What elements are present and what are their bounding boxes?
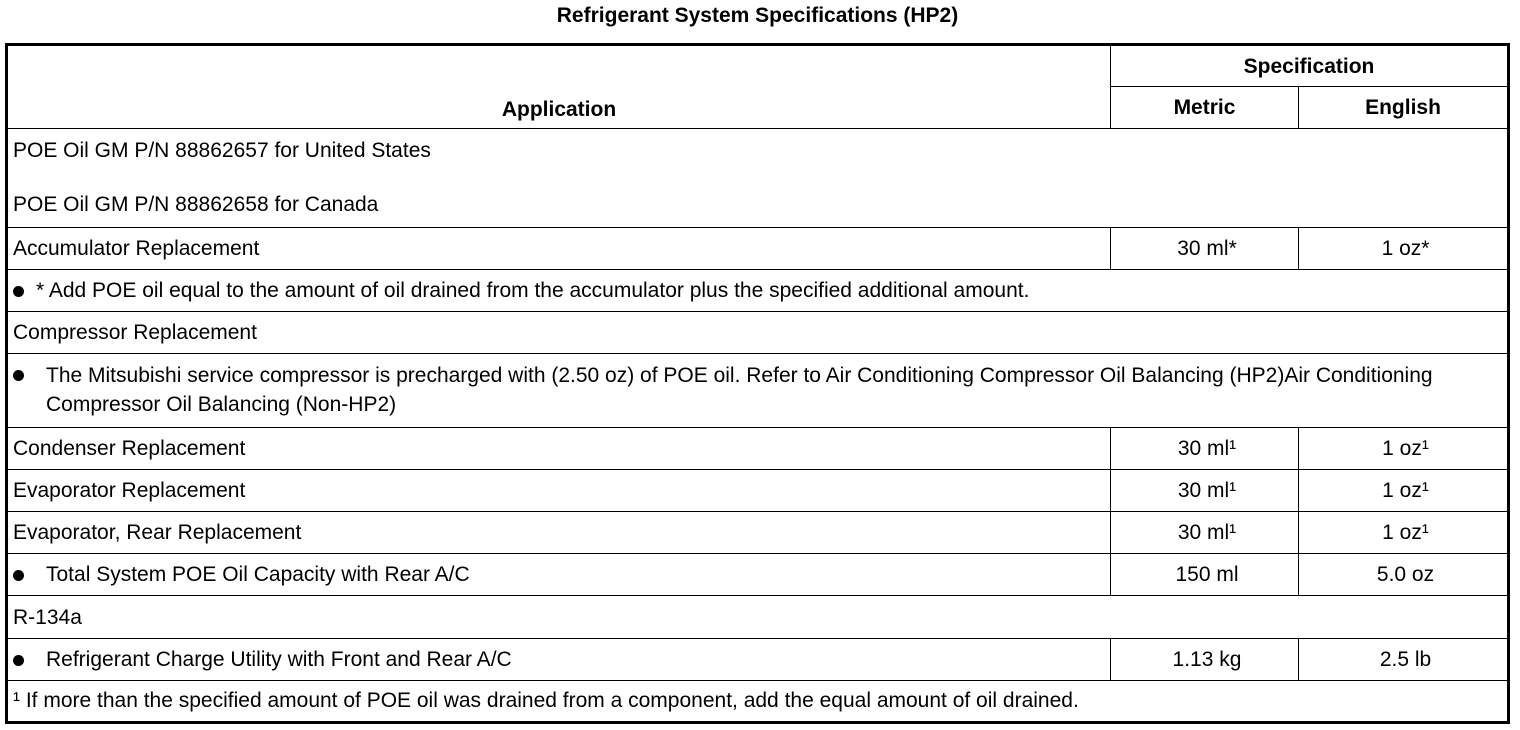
oil-line-us: POE Oil GM P/N 88862657 for United States	[13, 139, 431, 163]
total-capacity-metric: 150 ml	[1111, 554, 1299, 596]
compressor-note: The Mitsubishi service compressor is precharged with (2.50 oz) of POE oil. Refer to Air Conditioning Compressor Oil Balancing (HP2)Air Conditioning Compressor Oil Balancing (Non-HP2)	[46, 364, 1433, 417]
table-row	[7, 311, 1509, 353]
table-row	[7, 680, 1509, 722]
table-row	[7, 353, 1509, 427]
table-row	[7, 269, 1509, 311]
condenser-english: 1 oz¹	[1299, 428, 1509, 470]
compressor-note-cell	[7, 353, 1509, 427]
bullet-icon	[13, 655, 24, 666]
charge-english: 2.5 lb	[1299, 638, 1509, 680]
specification-header: Specification	[1111, 45, 1509, 87]
evaporator-english: 1 oz¹	[1299, 470, 1509, 512]
bullet-icon	[13, 370, 24, 381]
oil-line-canada: POE Oil GM P/N 88862658 for Canada	[13, 193, 379, 217]
table-row	[7, 554, 1509, 596]
charge-cell	[7, 638, 1111, 680]
table-row	[7, 428, 1509, 470]
evaporator-label: Evaporator Replacement	[7, 470, 1111, 512]
total-capacity-english: 5.0 oz	[1299, 554, 1509, 596]
charge-metric: 1.13 kg	[1111, 638, 1299, 680]
total-capacity-label: Total System POE Oil Capacity with Rear A/C	[46, 563, 470, 587]
table-row	[7, 512, 1509, 554]
evaporator-metric: 30 ml¹	[1111, 470, 1299, 512]
evaporator-rear-english: 1 oz¹	[1299, 512, 1509, 554]
page-title: Refrigerant System Specifications (HP2)	[556, 4, 959, 27]
evaporator-rear-metric: 30 ml¹	[1111, 512, 1299, 554]
spec-table	[5, 43, 1510, 724]
metric-header: Metric	[1111, 87, 1299, 129]
table-row	[7, 129, 1509, 227]
charge-label: Refrigerant Charge Utility with Front and Rear A/C	[46, 647, 512, 671]
header-row-top	[7, 45, 1509, 87]
oil-part-numbers	[7, 129, 1509, 227]
table-row	[7, 227, 1509, 269]
accumulator-label: Accumulator Replacement	[7, 227, 1111, 269]
accumulator-note: * Add POE oil equal to the amount of oil drained from the accumulator plus the specified additional amount.	[36, 278, 1030, 302]
total-capacity-cell	[7, 554, 1111, 596]
accumulator-metric: 30 ml*	[1111, 227, 1299, 269]
evaporator-rear-label: Evaporator, Rear Replacement	[7, 512, 1111, 554]
table-row	[7, 470, 1509, 512]
bullet-icon	[13, 570, 24, 581]
english-header: English	[1299, 87, 1509, 129]
application-header: Application	[7, 45, 1111, 129]
accumulator-note-cell	[7, 269, 1509, 311]
table-row	[7, 638, 1509, 680]
refrigerant-label: R-134a	[7, 596, 1509, 638]
compressor-label: Compressor Replacement	[7, 311, 1509, 353]
accumulator-english: 1 oz*	[1299, 227, 1509, 269]
footnote: ¹ If more than the specified amount of POE oil was drained from a component, add the equal amount of oil drained.	[7, 680, 1509, 722]
condenser-label: Condenser Replacement	[7, 428, 1111, 470]
bullet-icon	[13, 286, 24, 297]
condenser-metric: 30 ml¹	[1111, 428, 1299, 470]
table-row	[7, 596, 1509, 638]
